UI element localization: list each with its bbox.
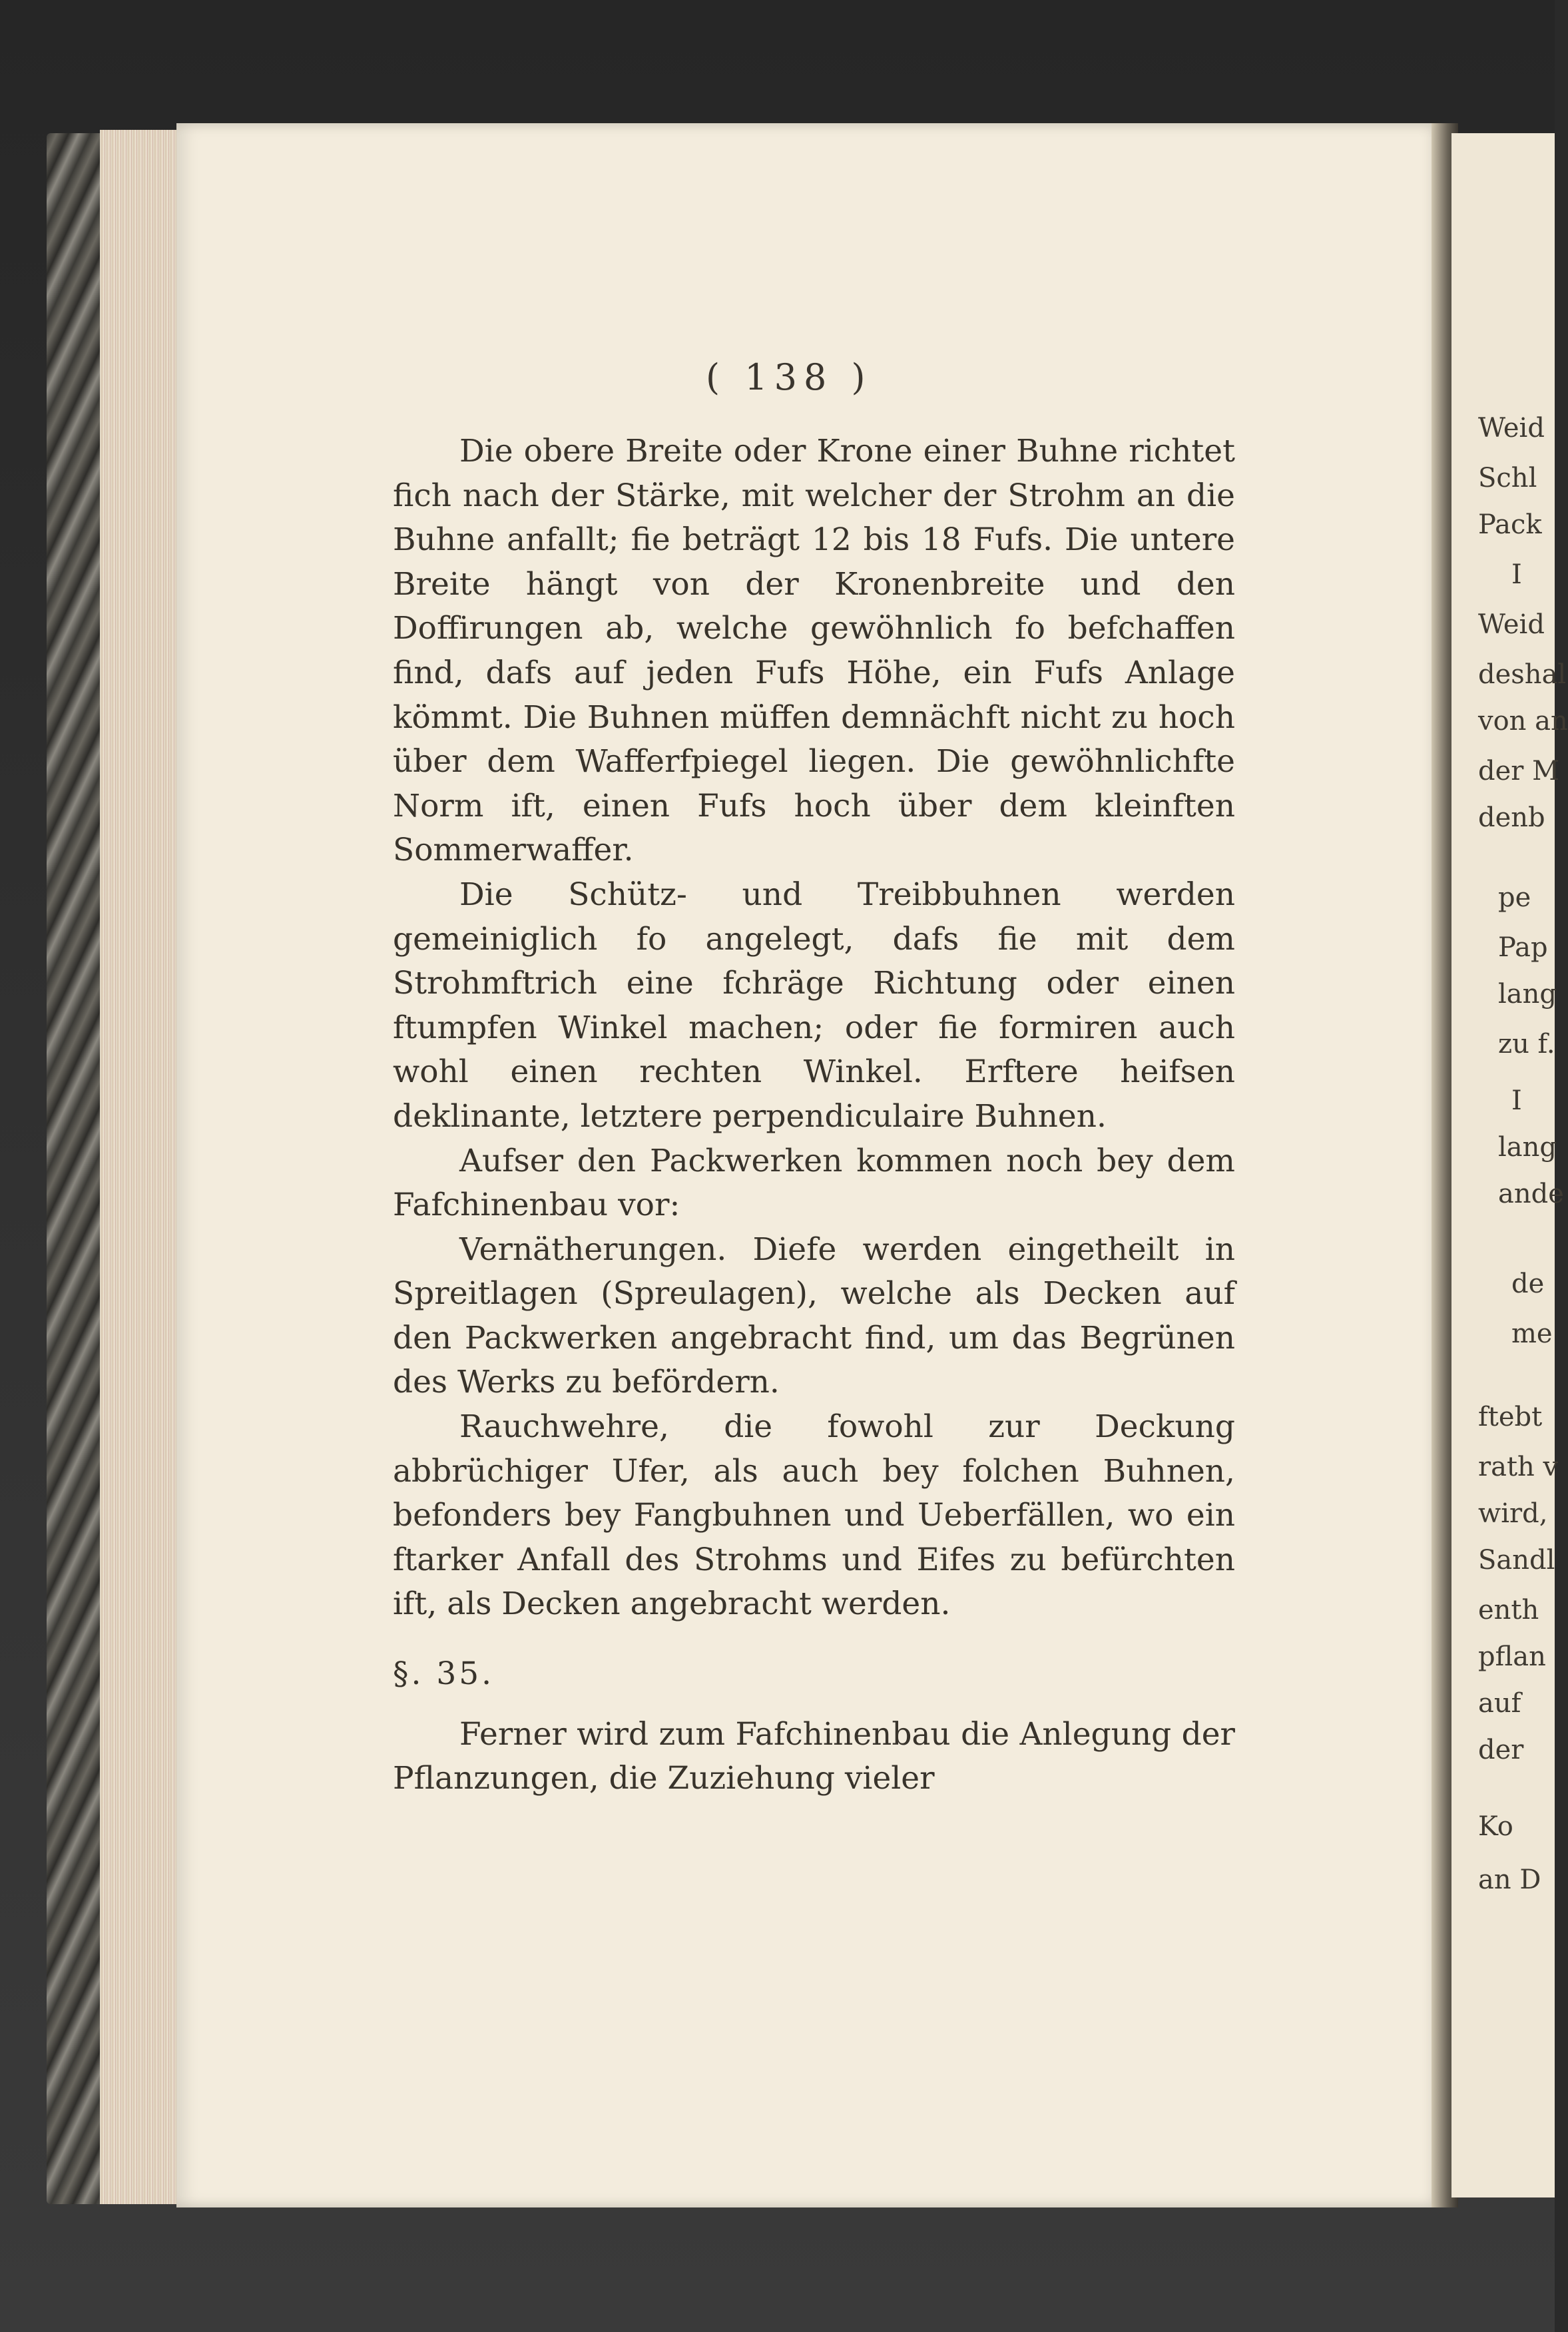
fragment-text: I <box>1511 559 1522 590</box>
fragment-text: deshal <box>1478 659 1567 690</box>
fragment-text: Ko <box>1478 1811 1513 1842</box>
fragment-text: Pap <box>1498 932 1548 963</box>
paragraph: Ferner wird zum Fafchinenbau die Anlegung der Pflanzungen, die Zuziehung vieler <box>393 1715 1235 1797</box>
fragment-text: ftebt <box>1478 1402 1543 1432</box>
fragment-text: me <box>1511 1318 1553 1349</box>
page-number: ( 138 ) <box>706 356 872 398</box>
paragraph: Rauchwehre, die fowohl zur Deckung abbrüchiger Ufer, als auch bey folchen Buhnen, befonders bey Fangbuhnen und Ueberfällen, wo ein ftarker Anfall des Strohms und Eifes zu befürchten ift, als Decken angebracht werden. <box>393 1408 1235 1623</box>
fragment-text: der M <box>1478 756 1560 786</box>
fragment-text: Pack <box>1478 509 1542 540</box>
fragment-text: ande <box>1498 1179 1564 1209</box>
fragment-text: auf <box>1478 1688 1521 1719</box>
paragraph: Vernätherungen. Diefe werden eingetheilt in Spreitlagen (Spreulagen), welche als Decken auf den Packwerken angebracht find, um das Begrünen des Werks zu befördern. <box>393 1231 1235 1401</box>
fragment-text: zu f. <box>1498 1029 1555 1059</box>
fragment-text: Weid <box>1478 413 1545 443</box>
facing-page-fragment <box>1451 133 1568 2197</box>
fragment-text: de <box>1511 1269 1545 1299</box>
fragment-text: rath v <box>1478 1452 1559 1482</box>
fragment-text: denb <box>1478 802 1545 833</box>
book-cover-marbled <box>47 133 107 2204</box>
fragment-text: I <box>1511 1085 1522 1116</box>
paragraph: Aufser den Packwerken kommen noch bey dem Fafchinenbau vor: <box>393 1142 1235 1224</box>
fragment-text: von an <box>1478 706 1568 736</box>
fragment-text: lang <box>1498 1132 1557 1163</box>
fragment-text: lang <box>1498 979 1557 1010</box>
paragraph: Die Schütz- und Treibbuhnen werden gemeiniglich fo angelegt, dafs fie mit dem Strohmftrich eine fchräge Richtung oder einen ftumpfen Winkel machen; oder fie formiren auch wohl einen rechten Winkel. Erftere heifsen deklinante, letztere perpendiculaire Buhnen. <box>393 876 1235 1135</box>
page-body <box>393 430 1235 1801</box>
fragment-text: an D <box>1478 1865 1541 1895</box>
section-heading: §. 35. <box>393 1655 495 1693</box>
fragment-text: pflan <box>1478 1641 1546 1672</box>
page-edges <box>100 130 180 2204</box>
paragraph: Die obere Breite oder Krone einer Buhne richtet fich nach der Stärke, mit welcher der Strohm an die Buhne anfallt; fie beträgt 12 bis 18 Fufs. Die untere Breite hängt von der Kronenbreite und den Doffirungen ab, welche gewöhnlich fo befchaffen find, dafs auf jeden Fufs Höhe, ein Fufs Anlage kömmt. Die Buhnen müffen demnächft nicht zu hoch über dem Wafferfpiegel liegen. Die gewöhnlichfte Norm ift, einen Fufs hoch über dem kleinften Sommerwaffer. <box>393 433 1235 869</box>
fragment-text: enth <box>1478 1595 1539 1625</box>
fragment-text: der <box>1478 1735 1524 1765</box>
fragment-text: Sandl <box>1478 1545 1555 1576</box>
fragment-text: wird, <box>1478 1498 1548 1529</box>
fragment-text: Weid <box>1478 609 1545 640</box>
fragment-text: pe <box>1498 882 1531 913</box>
fragment-text: Schl <box>1478 463 1537 493</box>
